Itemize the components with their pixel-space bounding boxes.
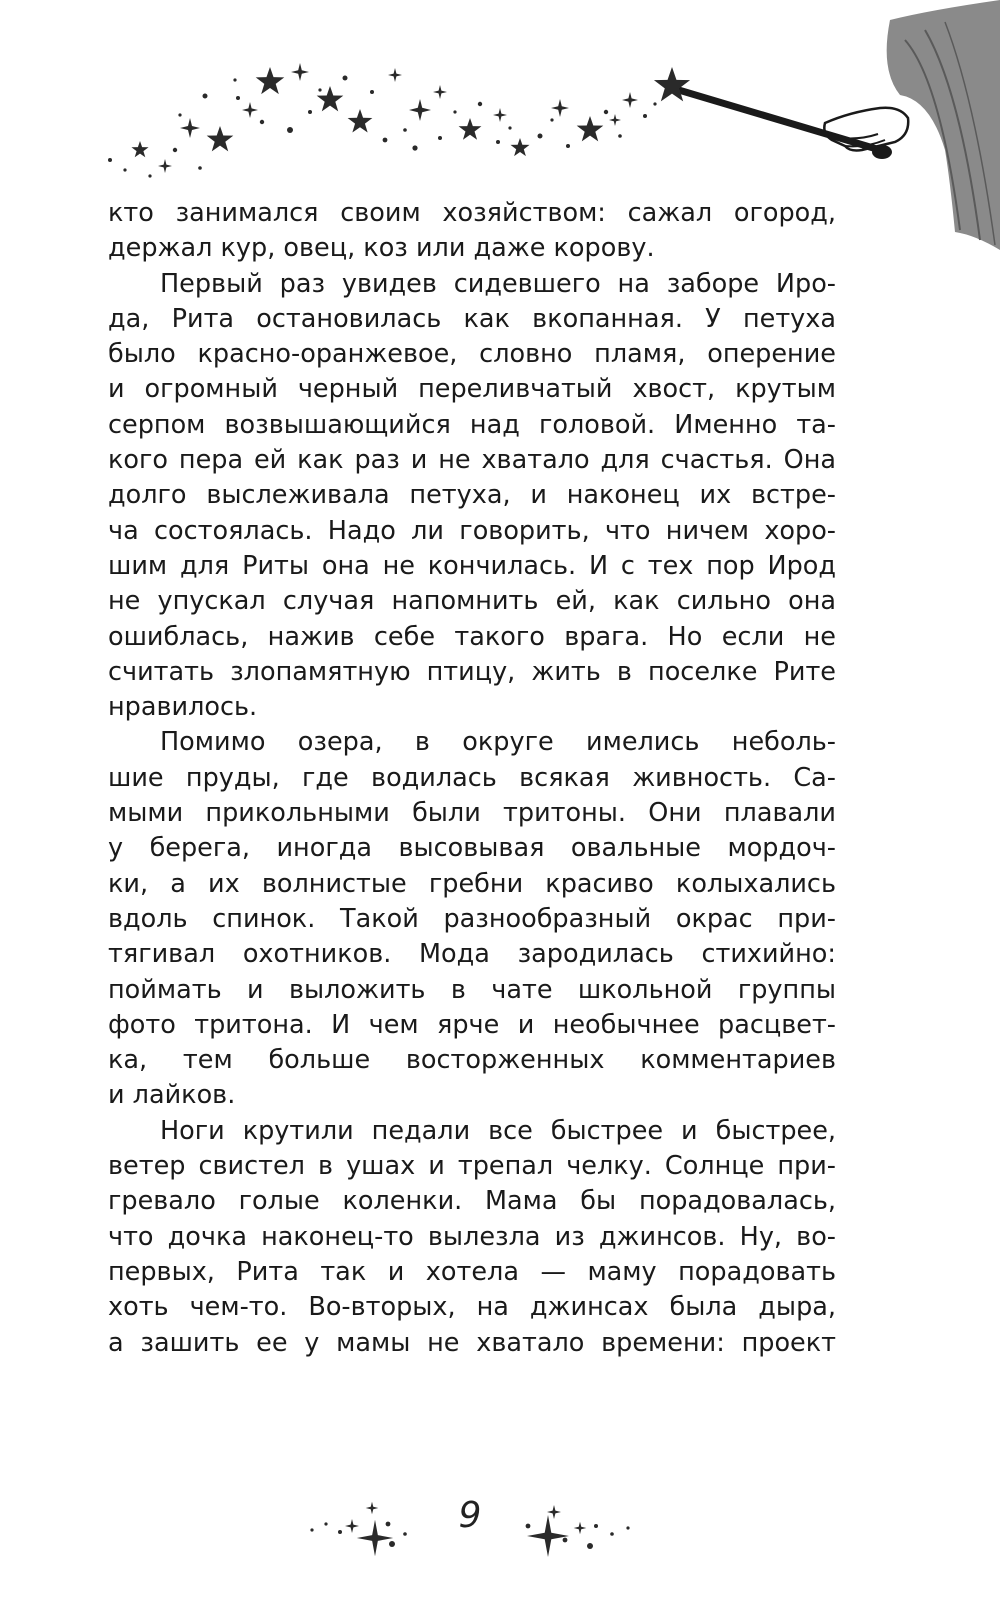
text-line: поймать и выложить в чате школьной группы <box>108 974 836 1005</box>
text-line: кого пера ей как раз и не хватало для счастья. Она <box>108 445 836 476</box>
text-line: шим для Риты она не кончилась. И с тех пор Ирод <box>108 550 836 581</box>
page-number: 9 <box>458 1495 482 1536</box>
text-line: хоть чем-то. Во-вторых, на джинсах была дыра, <box>108 1292 836 1323</box>
text-line: держал кур, овец, коз или даже корову. <box>108 233 655 264</box>
text-line: фото тритона. И чем ярче и необычнее расцвет- <box>108 1009 836 1040</box>
text-line: серпом возвышающийся над головой. Именно та- <box>108 409 836 440</box>
text-line: кто занимался своим хозяйством: сажал огород, <box>108 198 836 228</box>
text-line: ки, а их волнистые гребни красиво колыхались <box>108 868 836 899</box>
text-line: у берега, иногда высовывая овальные мордоч- <box>108 833 836 864</box>
text-line: ветер свистел в ушах и трепал челку. Солнце при- <box>108 1151 836 1182</box>
text-line: тягивал охотников. Мода зародилась стихийно: <box>108 939 836 970</box>
text-line: считать злопамятную птицу, жить в поселке Рите <box>108 656 836 687</box>
text-line: было красно-оранжевое, словно пламя, оперение <box>108 339 836 370</box>
text-line: и лайков. <box>108 1080 236 1111</box>
body-text <box>108 196 836 1361</box>
text-line: нравилось. <box>108 692 258 723</box>
text-line: мыми прикольными были тритоны. Они плавали <box>108 798 836 829</box>
text-line: Ноги крутили педали все быстрее и быстрее, <box>160 1115 836 1146</box>
text-line: Помимо озера, в округе имелись неболь- <box>160 727 836 758</box>
text-line: шие пруды, где водилась всякая живность. Са- <box>108 762 836 793</box>
text-line: ча состоялась. Надо ли говорить, что ничем хоро- <box>108 515 836 546</box>
text-line: Первый раз увидев сидевшего на заборе Иро- <box>160 268 836 299</box>
text-line: ка, тем больше восторженных комментариев <box>108 1045 836 1076</box>
text-line: да, Рита остановилась как вкопанная. У петуха <box>108 303 836 334</box>
text-line: не упускал случая напомнить ей, как сильно она <box>108 586 836 617</box>
sparkles-icon <box>0 1490 1000 1570</box>
text-line: а зашить ее у мамы не хватало времени: проект <box>108 1327 836 1358</box>
text-line: гревало голые коленки. Мама бы порадовалась, <box>108 1186 836 1217</box>
text-line: долго выслеживала петуха, и наконец их встре- <box>108 480 836 511</box>
text-line: что дочка наконец-то вылезла из джинсов. Ну, во- <box>108 1221 836 1252</box>
text-line: вдоль спинок. Такой разнообразный окрас при- <box>108 903 836 934</box>
text-line: первых, Рита так и хотела — маму порадовать <box>108 1256 836 1287</box>
text-line: ошиблась, нажив себе такого врага. Но если не <box>108 621 836 652</box>
text-line: и огромный черный переливчатый хвост, крутым <box>108 374 836 405</box>
